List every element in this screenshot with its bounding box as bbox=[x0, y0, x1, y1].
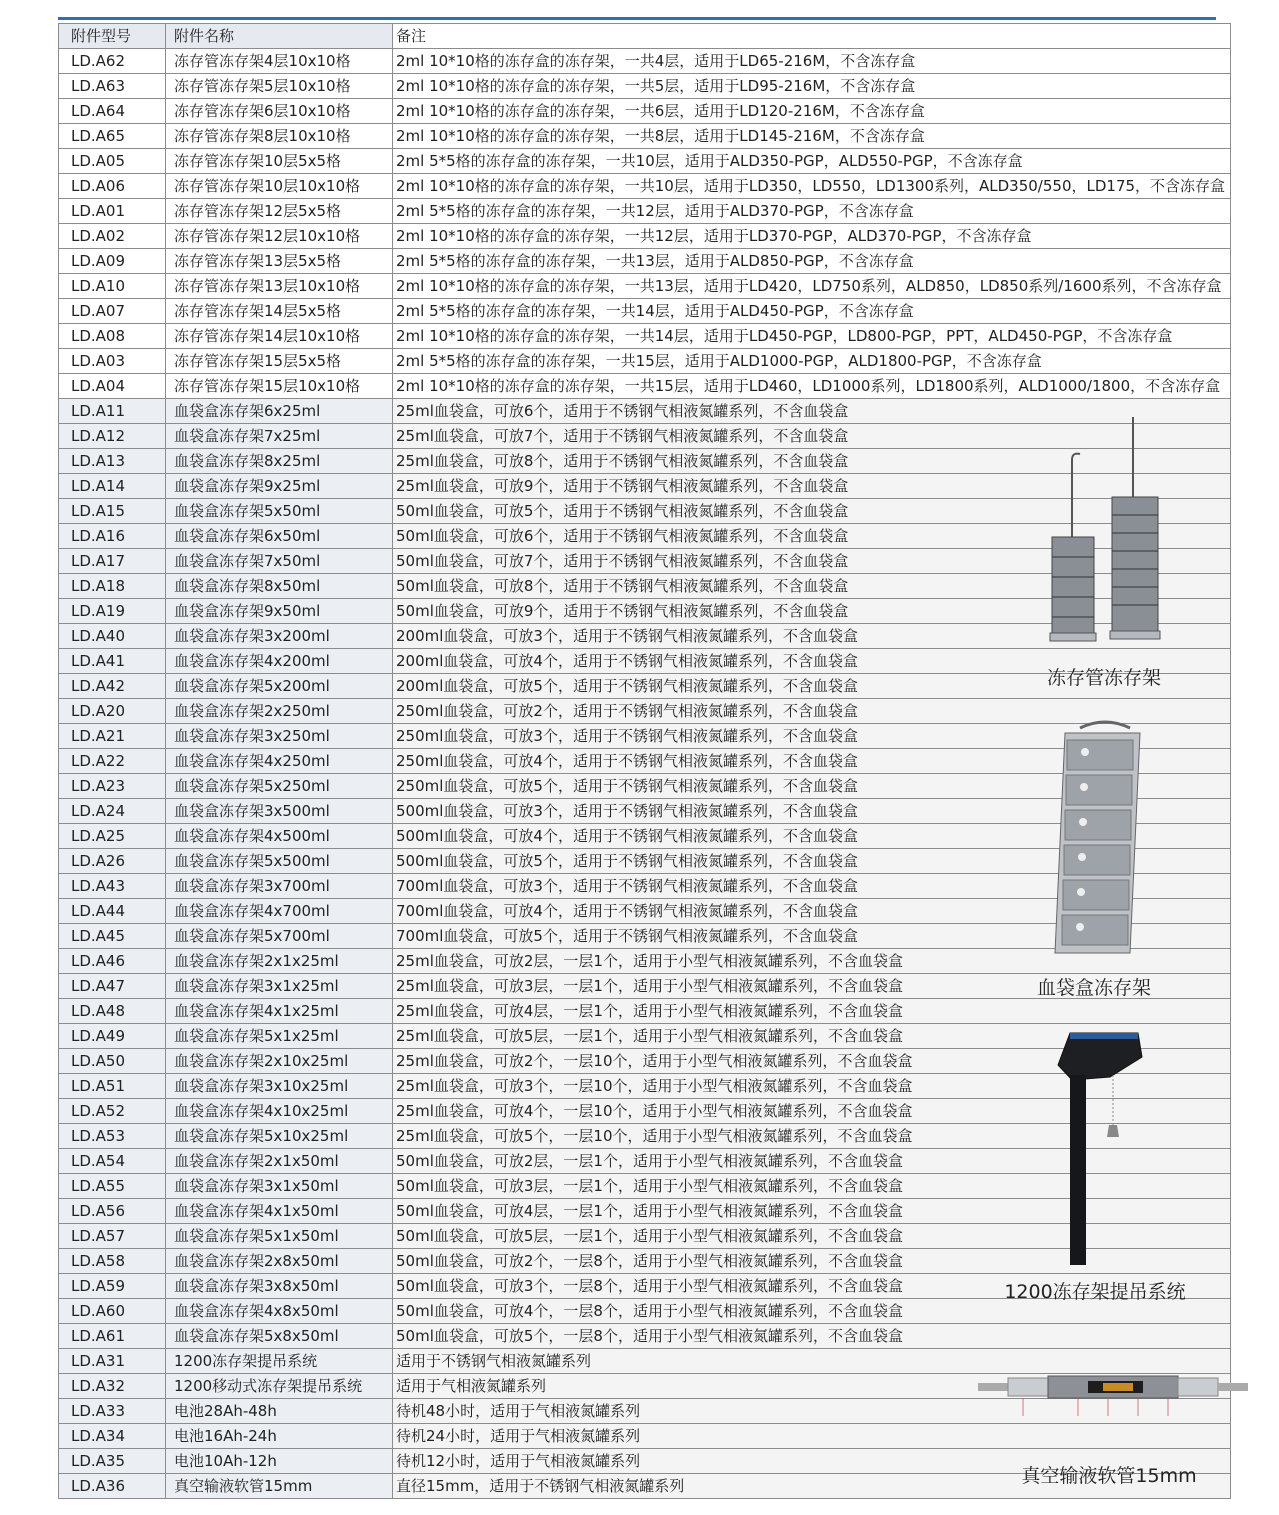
model-cell: LD.A04 bbox=[59, 374, 166, 399]
model-cell: LD.A17 bbox=[59, 549, 166, 574]
name-cell: 血袋盒冻存架5x10x25ml bbox=[166, 1124, 393, 1149]
model-cell: LD.A12 bbox=[59, 424, 166, 449]
note-cell: 50ml血袋盒，可放5层，一层1个，适用于小型气相液氮罐系列，不含血袋盒 bbox=[393, 1224, 1231, 1249]
model-cell: LD.A01 bbox=[59, 199, 166, 224]
model-cell: LD.A07 bbox=[59, 299, 166, 324]
table-row bbox=[59, 49, 1231, 74]
note-cell: 2ml 5*5格的冻存盒的冻存架，一共12层，适用于ALD370-PGP，不含冻存盒 bbox=[393, 199, 1231, 224]
model-cell: LD.A24 bbox=[59, 799, 166, 824]
name-cell: 血袋盒冻存架3x250ml bbox=[166, 724, 393, 749]
model-cell: LD.A53 bbox=[59, 1124, 166, 1149]
model-cell: LD.A16 bbox=[59, 524, 166, 549]
name-cell: 血袋盒冻存架2x10x25ml bbox=[166, 1049, 393, 1074]
note-cell: 2ml 10*10格的冻存盒的冻存架，一共6层，适用于LD120-216M，不含冻存盒 bbox=[393, 99, 1231, 124]
note-cell: 50ml血袋盒，可放5个，适用于不锈钢气相液氮罐系列，不含血袋盒 bbox=[393, 499, 1231, 524]
name-cell: 血袋盒冻存架3x1x50ml bbox=[166, 1174, 393, 1199]
name-cell: 血袋盒冻存架7x25ml bbox=[166, 424, 393, 449]
name-cell: 血袋盒冻存架9x25ml bbox=[166, 474, 393, 499]
lift-system-image bbox=[1050, 1025, 1150, 1270]
name-cell: 冻存管冻存架6层10x10格 bbox=[166, 99, 393, 124]
name-cell: 冻存管冻存架12层10x10格 bbox=[166, 224, 393, 249]
name-cell: 冻存管冻存架5层10x10格 bbox=[166, 74, 393, 99]
model-cell: LD.A03 bbox=[59, 349, 166, 374]
model-cell: LD.A02 bbox=[59, 224, 166, 249]
name-cell: 1200冻存架提吊系统 bbox=[166, 1349, 393, 1374]
note-cell: 25ml血袋盒，可放4层，一层1个，适用于小型气相液氮罐系列，不含血袋盒 bbox=[393, 999, 1231, 1024]
model-cell: LD.A34 bbox=[59, 1424, 166, 1449]
model-cell: LD.A08 bbox=[59, 324, 166, 349]
table-row bbox=[59, 1324, 1231, 1349]
name-cell: 血袋盒冻存架8x25ml bbox=[166, 449, 393, 474]
note-cell: 25ml血袋盒，可放7个，适用于不锈钢气相液氮罐系列，不含血袋盒 bbox=[393, 424, 1231, 449]
note-cell: 200ml血袋盒，可放5个，适用于不锈钢气相液氮罐系列，不含血袋盒 bbox=[393, 674, 1231, 699]
name-cell: 血袋盒冻存架4x200ml bbox=[166, 649, 393, 674]
note-cell: 2ml 10*10格的冻存盒的冻存架，一共10层，适用于LD350，LD550，LD1300系列，ALD350/550，LD175，不含冻存盒 bbox=[393, 174, 1231, 199]
model-cell: LD.A33 bbox=[59, 1399, 166, 1424]
note-cell: 待机24小时，适用于气相液氮罐系列 bbox=[393, 1424, 1231, 1449]
note-cell: 25ml血袋盒，可放3层，一层1个，适用于小型气相液氮罐系列，不含血袋盒 bbox=[393, 974, 1231, 999]
name-cell: 冻存管冻存架4层10x10格 bbox=[166, 49, 393, 74]
name-cell: 电池28Ah-48h bbox=[166, 1399, 393, 1424]
table-row bbox=[59, 249, 1231, 274]
note-cell: 适用于气相液氮罐系列 bbox=[393, 1374, 1231, 1399]
note-cell: 待机48小时，适用于气相液氮罐系列 bbox=[393, 1399, 1231, 1424]
top-accent-line bbox=[58, 17, 1216, 20]
name-cell: 血袋盒冻存架6x50ml bbox=[166, 524, 393, 549]
note-cell: 250ml血袋盒，可放4个，适用于不锈钢气相液氮罐系列，不含血袋盒 bbox=[393, 749, 1231, 774]
name-cell: 血袋盒冻存架5x8x50ml bbox=[166, 1324, 393, 1349]
name-cell: 冻存管冻存架10层10x10格 bbox=[166, 174, 393, 199]
name-cell: 血袋盒冻存架5x200ml bbox=[166, 674, 393, 699]
model-cell: LD.A31 bbox=[59, 1349, 166, 1374]
model-cell: LD.A62 bbox=[59, 49, 166, 74]
name-cell: 真空输液软管15mm bbox=[166, 1474, 393, 1499]
name-cell: 冻存管冻存架14层10x10格 bbox=[166, 324, 393, 349]
note-cell: 2ml 10*10格的冻存盒的冻存架，一共14层，适用于LD450-PGP，LD800-PGP，PPT，ALD450-PGP，不含冻存盒 bbox=[393, 324, 1231, 349]
model-cell: LD.A52 bbox=[59, 1099, 166, 1124]
model-cell: LD.A18 bbox=[59, 574, 166, 599]
name-cell: 电池10Ah-12h bbox=[166, 1449, 393, 1474]
caption-bag-rack: 血袋盒冻存架 bbox=[1036, 977, 1151, 999]
name-cell: 血袋盒冻存架5x1x50ml bbox=[166, 1224, 393, 1249]
model-cell: LD.A48 bbox=[59, 999, 166, 1024]
model-cell: LD.A21 bbox=[59, 724, 166, 749]
model-cell: LD.A22 bbox=[59, 749, 166, 774]
name-cell: 血袋盒冻存架5x250ml bbox=[166, 774, 393, 799]
name-cell: 血袋盒冻存架5x1x25ml bbox=[166, 1024, 393, 1049]
model-cell: LD.A10 bbox=[59, 274, 166, 299]
model-cell: LD.A05 bbox=[59, 149, 166, 174]
name-cell: 血袋盒冻存架2x8x50ml bbox=[166, 1249, 393, 1274]
name-cell: 血袋盒冻存架7x50ml bbox=[166, 549, 393, 574]
table-row bbox=[59, 999, 1231, 1024]
note-cell: 50ml血袋盒，可放8个，适用于不锈钢气相液氮罐系列，不含血袋盒 bbox=[393, 574, 1231, 599]
table-row bbox=[59, 349, 1231, 374]
note-cell: 25ml血袋盒，可放6个，适用于不锈钢气相液氮罐系列，不含血袋盒 bbox=[393, 399, 1231, 424]
bag-rack-image bbox=[1045, 718, 1145, 963]
name-cell: 冻存管冻存架15层5x5格 bbox=[166, 349, 393, 374]
table-row bbox=[59, 324, 1231, 349]
model-cell: LD.A06 bbox=[59, 174, 166, 199]
note-cell: 2ml 10*10格的冻存盒的冻存架，一共15层，适用于LD460，LD1000系列，LD1800系列，ALD1000/1800，不含冻存盒 bbox=[393, 374, 1231, 399]
name-cell: 血袋盒冻存架5x700ml bbox=[166, 924, 393, 949]
note-cell: 50ml血袋盒，可放4个，一层8个，适用于小型气相液氮罐系列，不含血袋盒 bbox=[393, 1299, 1231, 1324]
table-row bbox=[59, 299, 1231, 324]
model-cell: LD.A54 bbox=[59, 1149, 166, 1174]
model-cell: LD.A49 bbox=[59, 1024, 166, 1049]
note-cell: 25ml血袋盒，可放5层，一层1个，适用于小型气相液氮罐系列，不含血袋盒 bbox=[393, 1024, 1231, 1049]
name-cell: 血袋盒冻存架5x50ml bbox=[166, 499, 393, 524]
header-name: 附件名称 bbox=[166, 24, 393, 49]
model-cell: LD.A46 bbox=[59, 949, 166, 974]
caption-lift-system: 1200冻存架提吊系统 bbox=[1004, 1281, 1186, 1303]
name-cell: 血袋盒冻存架2x250ml bbox=[166, 699, 393, 724]
note-cell: 700ml血袋盒，可放5个，适用于不锈钢气相液氮罐系列，不含血袋盒 bbox=[393, 924, 1231, 949]
note-cell: 500ml血袋盒，可放3个，适用于不锈钢气相液氮罐系列，不含血袋盒 bbox=[393, 799, 1231, 824]
model-cell: LD.A32 bbox=[59, 1374, 166, 1399]
model-cell: LD.A60 bbox=[59, 1299, 166, 1324]
caption-hose: 真空输液软管15mm bbox=[1021, 1465, 1197, 1487]
name-cell: 血袋盒冻存架3x10x25ml bbox=[166, 1074, 393, 1099]
model-cell: LD.A11 bbox=[59, 399, 166, 424]
note-cell: 50ml血袋盒，可放2层，一层1个，适用于小型气相液氮罐系列，不含血袋盒 bbox=[393, 1149, 1231, 1174]
note-cell: 50ml血袋盒，可放2个，一层8个，适用于小型气相液氮罐系列，不含血袋盒 bbox=[393, 1249, 1231, 1274]
note-cell: 50ml血袋盒，可放9个，适用于不锈钢气相液氮罐系列，不含血袋盒 bbox=[393, 599, 1231, 624]
note-cell: 25ml血袋盒，可放4个，一层10个，适用于小型气相液氮罐系列，不含血袋盒 bbox=[393, 1099, 1231, 1124]
name-cell: 血袋盒冻存架4x8x50ml bbox=[166, 1299, 393, 1324]
name-cell: 血袋盒冻存架3x700ml bbox=[166, 874, 393, 899]
model-cell: LD.A45 bbox=[59, 924, 166, 949]
name-cell: 冻存管冻存架14层5x5格 bbox=[166, 299, 393, 324]
name-cell: 1200移动式冻存架提吊系统 bbox=[166, 1374, 393, 1399]
tube-rack-image bbox=[1040, 415, 1170, 650]
table-row bbox=[59, 174, 1231, 199]
name-cell: 血袋盒冻存架5x500ml bbox=[166, 849, 393, 874]
note-cell: 2ml 5*5格的冻存盒的冻存架，一共13层，适用于ALD850-PGP，不含冻存盒 bbox=[393, 249, 1231, 274]
note-cell: 250ml血袋盒，可放2个，适用于不锈钢气相液氮罐系列，不含血袋盒 bbox=[393, 699, 1231, 724]
name-cell: 血袋盒冻存架6x25ml bbox=[166, 399, 393, 424]
name-cell: 冻存管冻存架10层5x5格 bbox=[166, 149, 393, 174]
header-note: 备注 bbox=[393, 24, 1231, 49]
note-cell: 25ml血袋盒，可放5个，一层10个，适用于小型气相液氮罐系列，不含血袋盒 bbox=[393, 1124, 1231, 1149]
name-cell: 血袋盒冻存架8x50ml bbox=[166, 574, 393, 599]
name-cell: 血袋盒冻存架4x700ml bbox=[166, 899, 393, 924]
model-cell: LD.A40 bbox=[59, 624, 166, 649]
note-cell: 直径15mm，适用于不锈钢气相液氮罐系列 bbox=[393, 1474, 1231, 1499]
name-cell: 血袋盒冻存架4x500ml bbox=[166, 824, 393, 849]
table-row bbox=[59, 124, 1231, 149]
name-cell: 血袋盒冻存架3x8x50ml bbox=[166, 1274, 393, 1299]
model-cell: LD.A44 bbox=[59, 899, 166, 924]
name-cell: 电池16Ah-24h bbox=[166, 1424, 393, 1449]
note-cell: 700ml血袋盒，可放3个，适用于不锈钢气相液氮罐系列，不含血袋盒 bbox=[393, 874, 1231, 899]
note-cell: 2ml 10*10格的冻存盒的冻存架，一共5层，适用于LD95-216M，不含冻存盒 bbox=[393, 74, 1231, 99]
note-cell: 50ml血袋盒，可放3层，一层1个，适用于小型气相液氮罐系列，不含血袋盒 bbox=[393, 1174, 1231, 1199]
model-cell: LD.A61 bbox=[59, 1324, 166, 1349]
model-cell: LD.A13 bbox=[59, 449, 166, 474]
name-cell: 血袋盒冻存架2x1x50ml bbox=[166, 1149, 393, 1174]
model-cell: LD.A14 bbox=[59, 474, 166, 499]
note-cell: 700ml血袋盒，可放4个，适用于不锈钢气相液氮罐系列，不含血袋盒 bbox=[393, 899, 1231, 924]
model-cell: LD.A36 bbox=[59, 1474, 166, 1499]
table-row bbox=[59, 99, 1231, 124]
note-cell: 25ml血袋盒，可放9个，适用于不锈钢气相液氮罐系列，不含血袋盒 bbox=[393, 474, 1231, 499]
name-cell: 血袋盒冻存架3x1x25ml bbox=[166, 974, 393, 999]
note-cell: 2ml 10*10格的冻存盒的冻存架，一共13层，适用于LD420，LD750系列，ALD850，LD850系列/1600系列，不含冻存盒 bbox=[393, 274, 1231, 299]
header-model: 附件型号 bbox=[59, 24, 166, 49]
name-cell: 血袋盒冻存架4x250ml bbox=[166, 749, 393, 774]
name-cell: 血袋盒冻存架4x1x50ml bbox=[166, 1199, 393, 1224]
hose-image bbox=[978, 1368, 1248, 1448]
name-cell: 冻存管冻存架13层5x5格 bbox=[166, 249, 393, 274]
table-row bbox=[59, 224, 1231, 249]
table-row bbox=[59, 149, 1231, 174]
note-cell: 50ml血袋盒，可放3个，一层8个，适用于小型气相液氮罐系列，不含血袋盒 bbox=[393, 1274, 1231, 1299]
model-cell: LD.A20 bbox=[59, 699, 166, 724]
caption-tube-rack: 冻存管冻存架 bbox=[1046, 667, 1161, 689]
model-cell: LD.A42 bbox=[59, 674, 166, 699]
note-cell: 50ml血袋盒，可放5个，一层8个，适用于小型气相液氮罐系列，不含血袋盒 bbox=[393, 1324, 1231, 1349]
name-cell: 冻存管冻存架8层10x10格 bbox=[166, 124, 393, 149]
model-cell: LD.A25 bbox=[59, 824, 166, 849]
name-cell: 血袋盒冻存架3x200ml bbox=[166, 624, 393, 649]
note-cell: 2ml 5*5格的冻存盒的冻存架，一共15层，适用于ALD1000-PGP，ALD1800-PGP，不含冻存盒 bbox=[393, 349, 1231, 374]
note-cell: 250ml血袋盒，可放5个，适用于不锈钢气相液氮罐系列，不含血袋盒 bbox=[393, 774, 1231, 799]
model-cell: LD.A50 bbox=[59, 1049, 166, 1074]
model-cell: LD.A19 bbox=[59, 599, 166, 624]
model-cell: LD.A65 bbox=[59, 124, 166, 149]
model-cell: LD.A55 bbox=[59, 1174, 166, 1199]
note-cell: 50ml血袋盒，可放4层，一层1个，适用于小型气相液氮罐系列，不含血袋盒 bbox=[393, 1199, 1231, 1224]
name-cell: 冻存管冻存架13层10x10格 bbox=[166, 274, 393, 299]
name-cell: 血袋盒冻存架2x1x25ml bbox=[166, 949, 393, 974]
note-cell: 50ml血袋盒，可放6个，适用于不锈钢气相液氮罐系列，不含血袋盒 bbox=[393, 524, 1231, 549]
model-cell: LD.A58 bbox=[59, 1249, 166, 1274]
model-cell: LD.A26 bbox=[59, 849, 166, 874]
note-cell: 待机12小时，适用于气相液氮罐系列 bbox=[393, 1449, 1231, 1474]
name-cell: 冻存管冻存架12层5x5格 bbox=[166, 199, 393, 224]
table-row bbox=[59, 374, 1231, 399]
note-cell: 2ml 10*10格的冻存盒的冻存架，一共12层，适用于LD370-PGP，ALD370-PGP，不含冻存盒 bbox=[393, 224, 1231, 249]
model-cell: LD.A15 bbox=[59, 499, 166, 524]
note-cell: 50ml血袋盒，可放7个，适用于不锈钢气相液氮罐系列，不含血袋盒 bbox=[393, 549, 1231, 574]
model-cell: LD.A41 bbox=[59, 649, 166, 674]
table-row bbox=[59, 74, 1231, 99]
name-cell: 血袋盒冻存架4x1x25ml bbox=[166, 999, 393, 1024]
model-cell: LD.A63 bbox=[59, 74, 166, 99]
note-cell: 25ml血袋盒，可放2层，一层1个，适用于小型气相液氮罐系列，不含血袋盒 bbox=[393, 949, 1231, 974]
table-row bbox=[59, 199, 1231, 224]
note-cell: 25ml血袋盒，可放3个，一层10个，适用于小型气相液氮罐系列，不含血袋盒 bbox=[393, 1074, 1231, 1099]
table-header-row bbox=[59, 24, 1231, 49]
model-cell: LD.A51 bbox=[59, 1074, 166, 1099]
model-cell: LD.A57 bbox=[59, 1224, 166, 1249]
note-cell: 2ml 10*10格的冻存盒的冻存架，一共8层，适用于LD145-216M，不含冻存盒 bbox=[393, 124, 1231, 149]
note-cell: 500ml血袋盒，可放5个，适用于不锈钢气相液氮罐系列，不含血袋盒 bbox=[393, 849, 1231, 874]
model-cell: LD.A56 bbox=[59, 1199, 166, 1224]
model-cell: LD.A43 bbox=[59, 874, 166, 899]
name-cell: 血袋盒冻存架9x50ml bbox=[166, 599, 393, 624]
model-cell: LD.A35 bbox=[59, 1449, 166, 1474]
note-cell: 500ml血袋盒，可放4个，适用于不锈钢气相液氮罐系列，不含血袋盒 bbox=[393, 824, 1231, 849]
note-cell: 适用于不锈钢气相液氮罐系列 bbox=[393, 1349, 1231, 1374]
name-cell: 冻存管冻存架15层10x10格 bbox=[166, 374, 393, 399]
note-cell: 2ml 5*5格的冻存盒的冻存架，一共10层，适用于ALD350-PGP，ALD550-PGP，不含冻存盒 bbox=[393, 149, 1231, 174]
note-cell: 250ml血袋盒，可放3个，适用于不锈钢气相液氮罐系列，不含血袋盒 bbox=[393, 724, 1231, 749]
model-cell: LD.A47 bbox=[59, 974, 166, 999]
note-cell: 200ml血袋盒，可放3个，适用于不锈钢气相液氮罐系列，不含血袋盒 bbox=[393, 624, 1231, 649]
model-cell: LD.A64 bbox=[59, 99, 166, 124]
name-cell: 血袋盒冻存架3x500ml bbox=[166, 799, 393, 824]
name-cell: 血袋盒冻存架4x10x25ml bbox=[166, 1099, 393, 1124]
note-cell: 25ml血袋盒，可放8个，适用于不锈钢气相液氮罐系列，不含血袋盒 bbox=[393, 449, 1231, 474]
note-cell: 200ml血袋盒，可放4个，适用于不锈钢气相液氮罐系列，不含血袋盒 bbox=[393, 649, 1231, 674]
note-cell: 2ml 10*10格的冻存盒的冻存架，一共4层，适用于LD65-216M，不含冻存盒 bbox=[393, 49, 1231, 74]
note-cell: 2ml 5*5格的冻存盒的冻存架，一共14层，适用于ALD450-PGP，不含冻存盒 bbox=[393, 299, 1231, 324]
note-cell: 25ml血袋盒，可放2个，一层10个，适用于小型气相液氮罐系列，不含血袋盒 bbox=[393, 1049, 1231, 1074]
model-cell: LD.A09 bbox=[59, 249, 166, 274]
model-cell: LD.A23 bbox=[59, 774, 166, 799]
model-cell: LD.A59 bbox=[59, 1274, 166, 1299]
table-row bbox=[59, 274, 1231, 299]
